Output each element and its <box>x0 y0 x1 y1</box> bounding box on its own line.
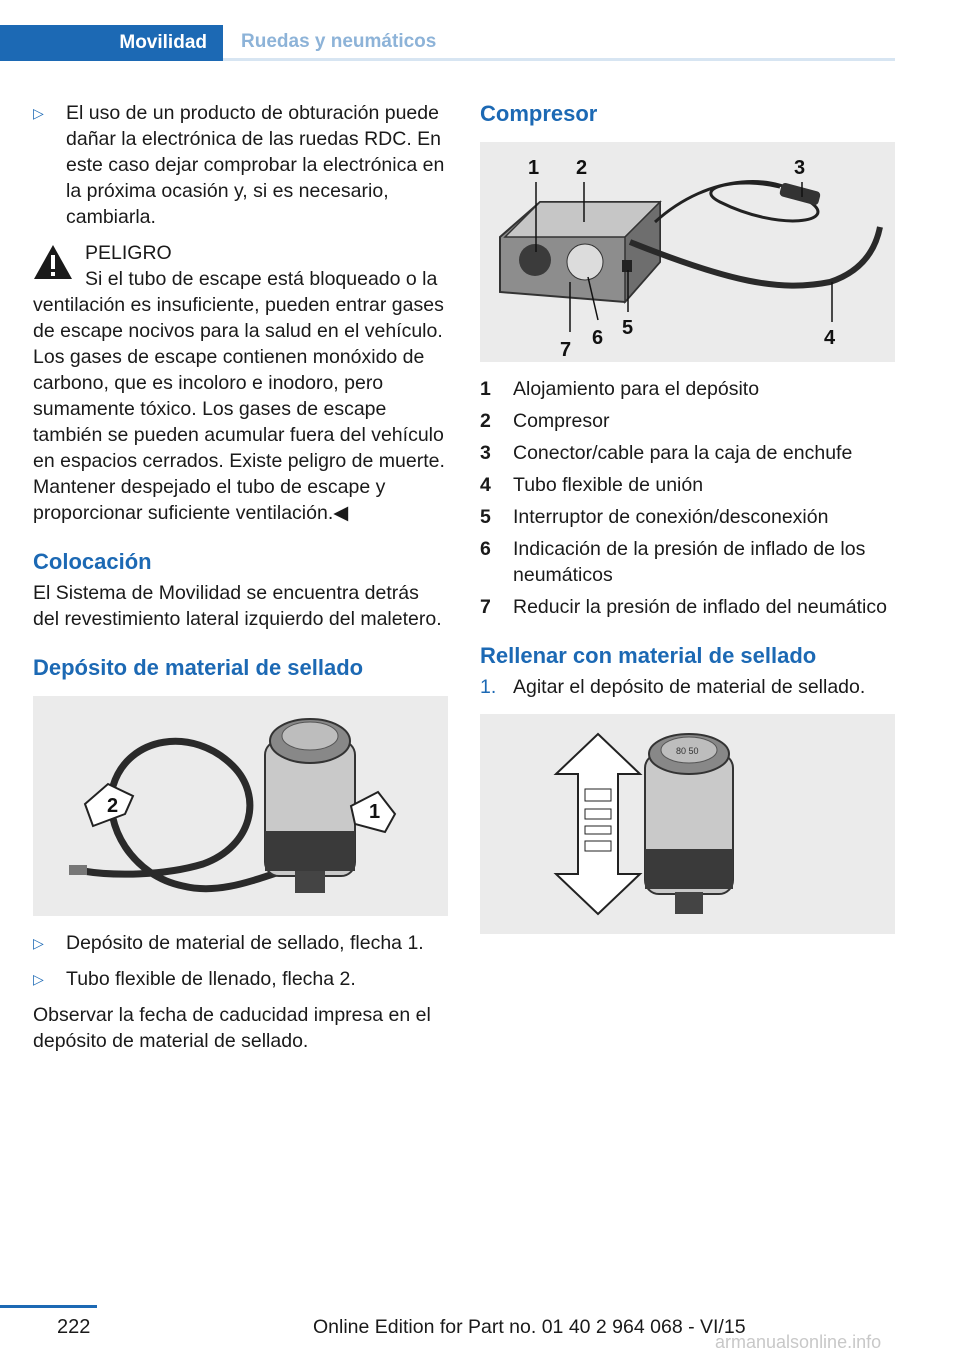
edition-text: Online Edition for Part no. 01 40 2 964 068 - VI/15 <box>313 1316 746 1338</box>
arrow-label-2: 2 <box>107 795 119 817</box>
list-item: 1. Agitar el depósito de material de sellado. <box>480 676 866 698</box>
list-item: 7 Reducir la presión de inflado del neumático <box>480 596 887 618</box>
expiry-note: Observar la fecha de caducidad impresa en el depósito de material de sellado. <box>33 1004 431 1052</box>
warning-triangle-icon <box>33 244 85 292</box>
intro-bullet-text: El uso de un producto de obturación puede dañar la electrónica de las ruedas RDC. En este caso dejar comprobar la electrónica en la próxima ocasión y, si es necesario, cambiarla. <box>66 102 445 228</box>
footer-rule <box>0 1305 97 1308</box>
list-item: 6 Indicación de la presión de inflado de los neumáticos <box>480 538 866 586</box>
triangle-bullet-icon: ▷ <box>33 105 44 121</box>
steps-list <box>480 674 895 700</box>
list-item: 5 Interruptor de conexión/desconexión <box>480 506 829 528</box>
page-number: 222 <box>57 1316 91 1338</box>
rellenar-heading: Rellenar con material de sellado <box>480 643 817 668</box>
colocacion-text: El Sistema de Movilidad se encuentra detrás del revestimiento lateral izquierdo del maletero. <box>33 582 442 630</box>
bullet-text: Tubo flexible de llenado, flecha 2. <box>66 968 356 990</box>
colocacion-heading: Colocación <box>33 549 152 574</box>
arrow-label-1: 1 <box>369 801 381 823</box>
left-column <box>33 100 448 1062</box>
warning-line1: Si el tubo de escape está bloqueado o la <box>85 268 438 290</box>
list-item: 2 Compresor <box>480 410 610 432</box>
danger-warning <box>33 240 448 292</box>
list-item <box>33 930 448 956</box>
bullet-text: Depósito de material de sellado, flecha 1. <box>66 932 424 954</box>
right-column <box>480 100 895 948</box>
watermark: armanualsonline.info <box>715 1332 882 1352</box>
list-item: 4 Tubo flexible de unión <box>480 474 704 496</box>
triangle-bullet-icon: ▷ <box>33 935 44 951</box>
callout-5: 5 <box>622 317 634 339</box>
warning-title: PELIGRO <box>85 242 172 264</box>
callout-1: 1 <box>528 157 540 179</box>
list-item: 3 Conector/cable para la caja de enchufe <box>480 442 853 464</box>
callout-7: 7 <box>560 339 572 361</box>
compresor-heading: Compresor <box>480 101 598 126</box>
callout-6: 6 <box>592 327 604 349</box>
callout-4: 4 <box>824 327 836 349</box>
header-tabs <box>0 25 895 61</box>
list-item: 1 Alojamiento para el depósito <box>480 378 760 400</box>
intro-bullet <box>33 100 448 230</box>
callout-3: 3 <box>794 157 806 179</box>
shake-container-figure <box>480 714 895 934</box>
warning-text: ventilación es insuficiente, pueden entrar gases de escape nocivos para la salud en el vehículo. Los gases de escape contienen monóxido de carbono, que es incoloro e inodoro, pero sumamente tóxico. Los gases de escape también se pueden acumular fuera del vehículo en espacios cerrados. Existe peligro de muerte. Mantener despejado el tubo de escape y proporcionar suficiente ventilación.◀ <box>33 294 445 524</box>
deposito-heading: Depósito de material de sellado <box>33 655 364 680</box>
compressor-figure <box>480 142 895 362</box>
compressor-parts-list <box>480 376 895 620</box>
triangle-bullet-icon: ▷ <box>33 971 44 987</box>
bottle-label: 80 50 <box>676 746 699 756</box>
callout-2: 2 <box>576 157 588 179</box>
list-item <box>33 966 448 992</box>
tab-ruedas-neumaticos[interactable]: Ruedas y neumáticos <box>223 25 895 61</box>
tab-movilidad[interactable]: Movilidad <box>0 25 223 61</box>
sealant-container-figure <box>33 696 448 916</box>
